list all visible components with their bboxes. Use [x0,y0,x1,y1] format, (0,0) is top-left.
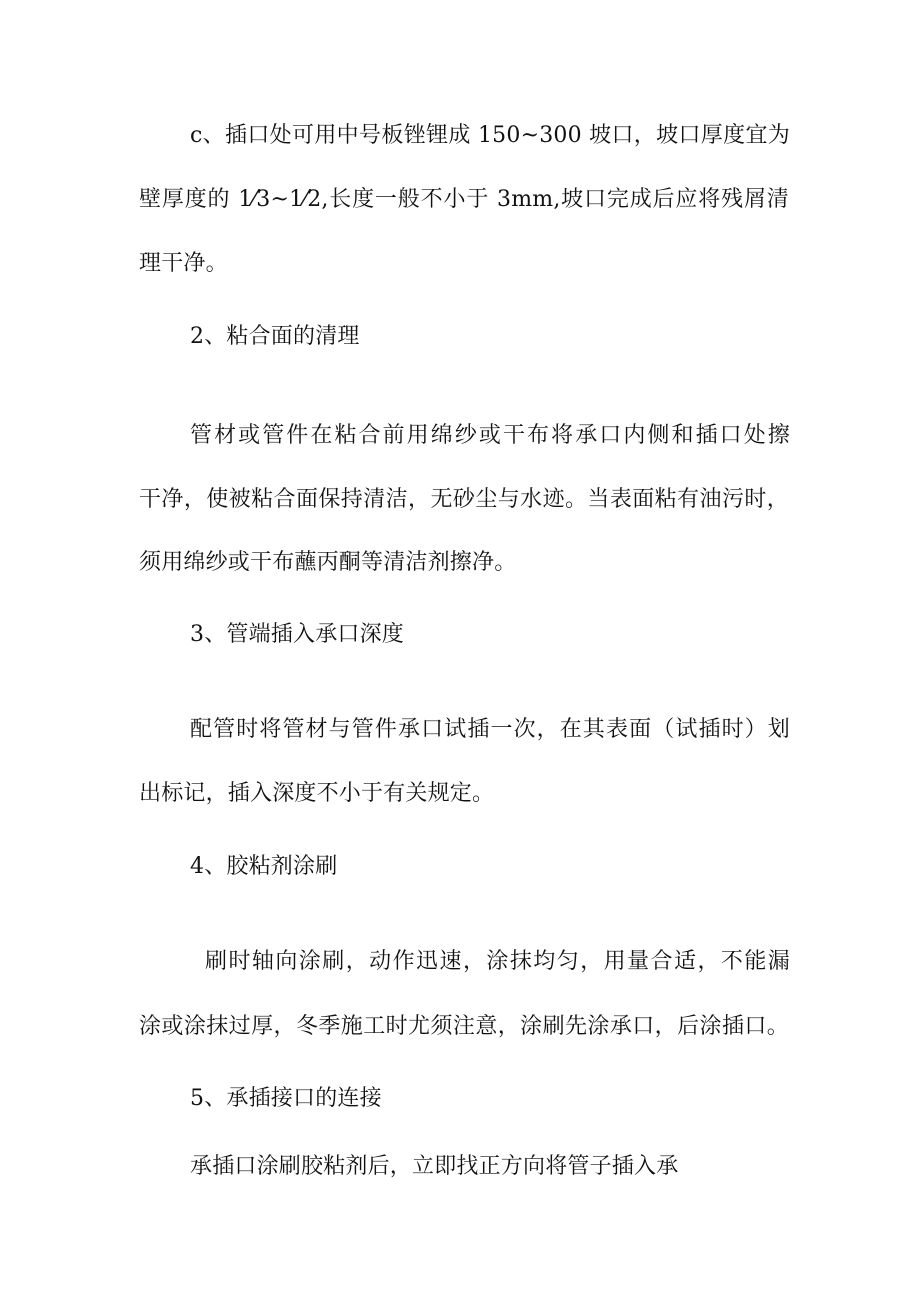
paragraph-line: 配管时将管材与管件承口试插一次，在其表面（试插时）划 [190,717,790,742]
paragraph-line: 理干净。 [139,251,228,276]
section-heading: 5、承插接口的连接 [190,1086,382,1111]
paragraph-line: 刷时轴向涂刷，动作迅速，涂抹均匀，用量合适，不能漏 [205,949,790,974]
paragraph-line: 管材或管件在粘合前用绵纱或干布将承口内侧和插口处擦 [190,423,790,448]
section-heading: 2、粘合面的清理 [190,324,360,349]
paragraph-line: 出标记，插入深度不小于有关规定。 [139,781,495,806]
paragraph-line: 壁厚度的 1⁄3~1⁄2,长度一般不小于 3mm,坡口完成后应将残屑清 [139,187,789,212]
paragraph-line: 承插口涂刷胶粘剂后，立即找正方向将管子插入承 [190,1154,679,1179]
section-heading: 3、管端插入承口深度 [190,622,404,647]
paragraph-line: 涂或涂抹过厚，冬季施工时尤须注意，涂刷先涂承口，后涂插口。 [139,1014,789,1039]
section-heading: 4、胶粘剂涂刷 [190,854,338,879]
paragraph-line: 须用绵纱或干布蘸丙酮等清洁剂擦净。 [139,550,517,575]
paragraph-line: 干净，使被粘合面保持清洁，无砂尘与水迹。当表面粘有油污时， [139,487,789,512]
paragraph-line: c、插口处可用中号板锉锂成 150~300 坡口，坡口厚度宜为 [190,123,790,148]
